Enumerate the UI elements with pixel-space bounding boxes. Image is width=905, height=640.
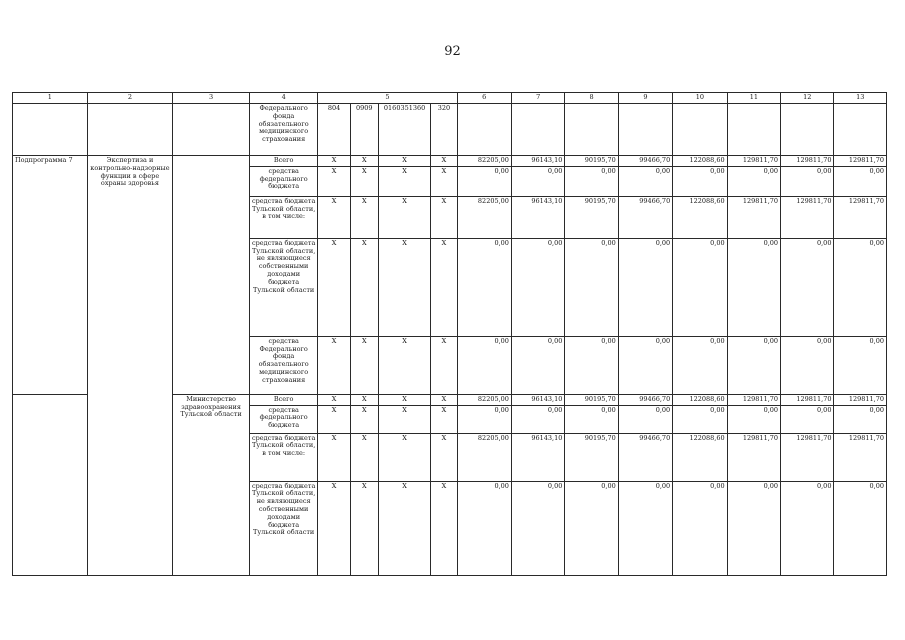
value-cell: 0,00 (565, 336, 618, 394)
x-cell: X (350, 481, 378, 575)
value-cell: 0,00 (565, 405, 618, 433)
value-cell: 0,00 (457, 336, 511, 394)
x-cell: X (350, 166, 378, 196)
row-label: средства бюджета Тульской области, в том числе: (249, 433, 318, 481)
value-cell: 82205,00 (457, 394, 511, 405)
x-cell: X (318, 238, 350, 336)
value-cell: 0,00 (457, 405, 511, 433)
header-cell: 7 (511, 93, 564, 104)
x-cell: X (318, 156, 350, 167)
row-label: средства федерального бюджета (249, 405, 318, 433)
value-cell: 129811,70 (727, 394, 780, 405)
value-cell: 0,00 (781, 336, 834, 394)
row-label: Всего (249, 156, 318, 167)
header-cell: 13 (834, 93, 887, 104)
value-cell: 0,00 (834, 481, 887, 575)
x-cell: X (431, 166, 457, 196)
x-cell: X (318, 405, 350, 433)
value-cell: 129811,70 (834, 433, 887, 481)
header-cell: 8 (565, 93, 618, 104)
value-cell: 0,00 (618, 405, 672, 433)
value-cell: 0,00 (727, 405, 780, 433)
x-cell: X (431, 336, 457, 394)
header-cell: 10 (673, 93, 727, 104)
value-cell: 0,00 (834, 336, 887, 394)
value-cell: 0,00 (673, 166, 727, 196)
row-label: средства бюджета Тульской области, не являющиеся собственными доходами бюджета Тульской области (249, 481, 318, 575)
value-cell: 122088,60 (673, 394, 727, 405)
budget-table (12, 92, 887, 576)
value-cell: 129811,70 (834, 394, 887, 405)
value-cell: 90195,70 (565, 394, 618, 405)
x-cell: X (350, 394, 378, 405)
value-cell: 0,00 (511, 166, 564, 196)
row-label: средства бюджета Тульской области, не являющиеся собственными доходами бюджета Тульской области (249, 238, 318, 336)
code-cell: 0160351360 (378, 104, 430, 156)
value-cell: 129811,70 (834, 196, 887, 238)
value-cell: 99466,70 (618, 433, 672, 481)
value-cell: 0,00 (673, 238, 727, 336)
x-cell: X (378, 481, 430, 575)
x-cell: X (318, 433, 350, 481)
value-cell: 129811,70 (834, 156, 887, 167)
value-cell: 129811,70 (727, 433, 780, 481)
value-cell: 90195,70 (565, 433, 618, 481)
value-cell: 0,00 (834, 405, 887, 433)
value-cell: 129811,70 (781, 433, 834, 481)
header-cell: 1 (13, 93, 88, 104)
value-cell: 99466,70 (618, 196, 672, 238)
x-cell: X (431, 196, 457, 238)
value-cell: 122088,60 (673, 156, 727, 167)
value-cell: 0,00 (727, 336, 780, 394)
x-cell: X (350, 336, 378, 394)
subprogram-name: Подпрограмма 7 (13, 156, 88, 395)
row-label: средства федерального бюджета (249, 166, 318, 196)
x-cell: X (431, 238, 457, 336)
value-cell: 129811,70 (781, 156, 834, 167)
value-cell: 0,00 (457, 481, 511, 575)
value-cell: 0,00 (727, 166, 780, 196)
value-cell: 0,00 (618, 481, 672, 575)
table-row (13, 104, 887, 156)
value-cell: 0,00 (781, 238, 834, 336)
value-cell: 0,00 (511, 481, 564, 575)
x-cell: X (378, 196, 430, 238)
page-number: 92 (444, 44, 461, 59)
x-cell: X (318, 196, 350, 238)
value-cell: 96143,10 (511, 433, 564, 481)
value-cell: 129811,70 (727, 156, 780, 167)
x-cell: X (378, 166, 430, 196)
header-cell: 2 (87, 93, 173, 104)
value-cell: 0,00 (511, 336, 564, 394)
x-cell: X (350, 156, 378, 167)
value-cell: 0,00 (781, 481, 834, 575)
x-cell: X (431, 156, 457, 167)
value-cell: 0,00 (565, 481, 618, 575)
x-cell: X (378, 394, 430, 405)
header-cell: 5 (318, 93, 457, 104)
ministry-name: Министерство здравоохранения Тульской области (173, 394, 250, 575)
value-cell: 0,00 (565, 238, 618, 336)
value-cell: 82205,00 (457, 156, 511, 167)
x-cell: X (350, 238, 378, 336)
x-cell: X (350, 405, 378, 433)
value-cell: 90195,70 (565, 196, 618, 238)
value-cell: 0,00 (457, 238, 511, 336)
row-label: Федерального фонда обязательного медицинского страхования (249, 104, 318, 156)
header-cell: 9 (618, 93, 672, 104)
header-cell: 6 (457, 93, 511, 104)
x-cell: X (431, 481, 457, 575)
x-cell: X (378, 156, 430, 167)
header-cell: 11 (727, 93, 780, 104)
x-cell: X (378, 433, 430, 481)
value-cell: 99466,70 (618, 394, 672, 405)
value-cell: 0,00 (511, 238, 564, 336)
value-cell: 96143,10 (511, 196, 564, 238)
x-cell: X (378, 238, 430, 336)
value-cell: 122088,60 (673, 196, 727, 238)
value-cell: 0,00 (457, 166, 511, 196)
value-cell: 122088,60 (673, 433, 727, 481)
value-cell: 0,00 (618, 238, 672, 336)
value-cell: 99466,70 (618, 156, 672, 167)
value-cell: 82205,00 (457, 196, 511, 238)
x-cell: X (318, 481, 350, 575)
header-cell: 12 (781, 93, 834, 104)
code-cell: 804 (318, 104, 350, 156)
x-cell: X (318, 394, 350, 405)
x-cell: X (431, 394, 457, 405)
code-cell: 320 (431, 104, 457, 156)
value-cell: 90195,70 (565, 156, 618, 167)
value-cell: 0,00 (673, 336, 727, 394)
row-label: средства бюджета Тульской области, в том числе: (249, 196, 318, 238)
value-cell: 0,00 (834, 166, 887, 196)
value-cell: 0,00 (673, 405, 727, 433)
value-cell: 96143,10 (511, 394, 564, 405)
x-cell: X (431, 433, 457, 481)
value-cell: 0,00 (618, 166, 672, 196)
subprogram-description: Экспертиза и контрольно-надзорные функции в сфере охраны здоровья (87, 156, 173, 576)
value-cell: 129811,70 (781, 196, 834, 238)
value-cell: 129811,70 (781, 394, 834, 405)
value-cell: 0,00 (565, 166, 618, 196)
value-cell: 0,00 (727, 238, 780, 336)
value-cell: 0,00 (834, 238, 887, 336)
value-cell: 0,00 (618, 336, 672, 394)
value-cell: 82205,00 (457, 433, 511, 481)
code-cell: 0909 (350, 104, 378, 156)
value-cell: 129811,70 (727, 196, 780, 238)
header-cell: 4 (249, 93, 318, 104)
x-cell: X (431, 405, 457, 433)
row-label: средства Федерального фонда обязательного медицинского страхования (249, 336, 318, 394)
x-cell: X (350, 433, 378, 481)
x-cell: X (378, 336, 430, 394)
x-cell: X (318, 336, 350, 394)
header-cell: 3 (173, 93, 250, 104)
table-row (13, 156, 887, 167)
value-cell: 0,00 (673, 481, 727, 575)
value-cell: 96143,10 (511, 156, 564, 167)
value-cell: 0,00 (727, 481, 780, 575)
value-cell: 0,00 (781, 166, 834, 196)
header-row (13, 93, 887, 104)
x-cell: X (318, 166, 350, 196)
value-cell: 0,00 (511, 405, 564, 433)
x-cell: X (350, 196, 378, 238)
x-cell: X (378, 405, 430, 433)
value-cell: 0,00 (781, 405, 834, 433)
row-label: Всего (249, 394, 318, 405)
